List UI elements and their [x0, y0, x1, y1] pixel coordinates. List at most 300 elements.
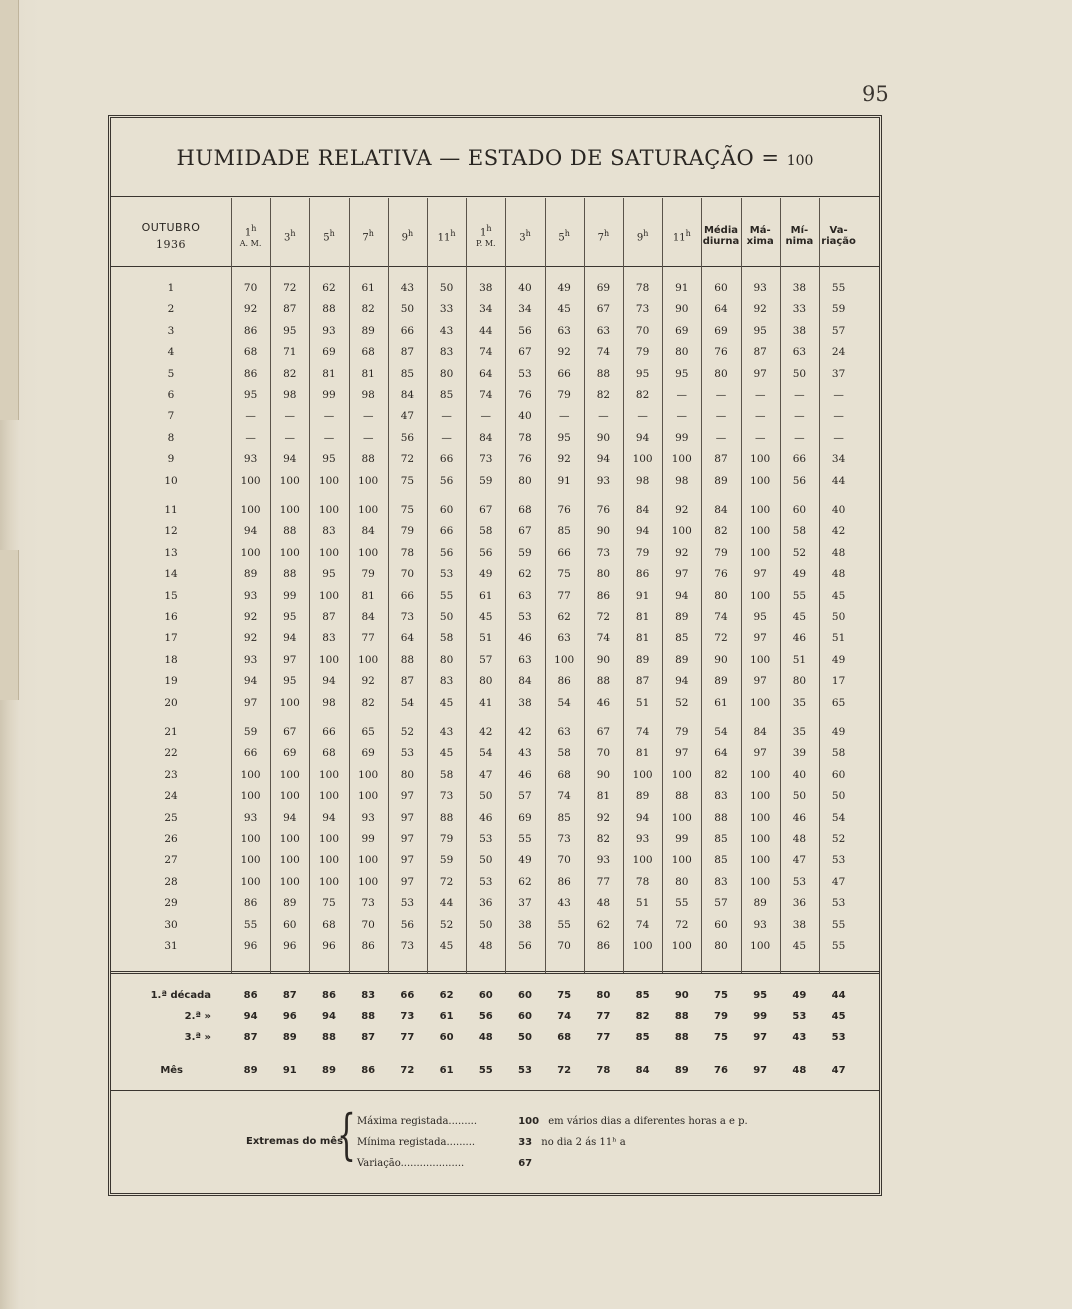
value-cell: 97 — [753, 675, 767, 688]
decade-value: 56 — [478, 1011, 493, 1022]
day-cell: 11 — [164, 504, 178, 516]
header-line: Va- — [829, 225, 848, 236]
day-cell: 26 — [164, 833, 178, 845]
value-cell: 95 — [243, 389, 258, 401]
hour-header-label — [402, 228, 414, 243]
value-cell: 100 — [318, 854, 339, 867]
column-divider — [780, 198, 781, 973]
value-cell: 79 — [439, 833, 454, 845]
column-divider — [427, 198, 428, 973]
decade-value: 88 — [322, 1032, 336, 1043]
value-cell: 65 — [831, 696, 846, 709]
value-cell: 100 — [318, 546, 339, 559]
value-cell: 58 — [831, 747, 846, 760]
value-cell: 92 — [753, 303, 767, 316]
value-cell: 94 — [635, 431, 650, 444]
value-cell: 51 — [831, 632, 846, 645]
column-divider — [231, 198, 232, 973]
value-cell: 68 — [361, 346, 375, 359]
column-divider — [270, 198, 271, 973]
value-cell: 100 — [632, 854, 653, 867]
value-cell: 100 — [318, 875, 339, 888]
value-cell: 66 — [322, 726, 336, 738]
value-cell: 93 — [361, 811, 375, 824]
value-cell: 47 — [792, 854, 807, 867]
value-cell: — — [362, 410, 374, 423]
value-cell: 46 — [792, 632, 807, 645]
header-line: xima — [746, 236, 774, 247]
month-summary-value: 89 — [243, 1065, 258, 1076]
value-cell: 90 — [596, 431, 611, 444]
value-cell: 73 — [635, 303, 650, 316]
value-cell: 43 — [557, 897, 571, 910]
value-cell: 38 — [479, 282, 493, 294]
column-divider — [505, 198, 506, 973]
maxima-header-label — [747, 225, 774, 247]
value-cell: 64 — [714, 747, 728, 760]
value-cell: 59 — [518, 546, 532, 559]
value-cell: 78 — [635, 282, 650, 294]
day-cell: 7 — [167, 410, 175, 423]
value-cell: 84 — [361, 525, 375, 538]
value-cell: 81 — [635, 632, 650, 645]
value-cell: 51 — [635, 897, 650, 910]
value-cell: 45 — [831, 589, 846, 602]
value-cell: 85 — [400, 367, 415, 380]
value-cell: 76 — [714, 346, 728, 359]
value-cell: 86 — [243, 897, 258, 910]
value-cell: 92 — [243, 611, 258, 623]
value-cell: 97 — [400, 833, 415, 845]
value-cell: 46 — [518, 768, 532, 781]
extreme-var-label: Variação.................... — [357, 1158, 465, 1169]
value-cell: — — [833, 410, 844, 423]
value-cell: 98 — [361, 389, 375, 401]
value-cell: 46 — [518, 632, 532, 645]
value-cell: 84 — [518, 675, 532, 688]
value-cell: 93 — [635, 833, 650, 845]
value-cell: — — [441, 410, 452, 423]
value-cell: 95 — [283, 324, 297, 337]
value-cell: 63 — [596, 324, 611, 337]
media-header — [701, 200, 740, 272]
value-cell: 38 — [792, 324, 807, 337]
value-cell: 64 — [479, 367, 493, 380]
value-cell: 49 — [831, 726, 846, 738]
hour-header-label — [323, 228, 335, 243]
value-cell: 50 — [400, 303, 415, 316]
value-cell: 100 — [279, 833, 300, 845]
value-cell: 55 — [831, 940, 846, 952]
value-cell: 79 — [635, 546, 650, 559]
value-cell: 34 — [479, 303, 493, 316]
value-cell: 49 — [518, 854, 532, 867]
value-cell: 39 — [792, 747, 807, 760]
value-cell: 43 — [439, 726, 454, 738]
column-divider — [545, 198, 546, 973]
title-text: HUMIDADE RELATIVA — ESTADO DE SATURAÇÃO — [176, 146, 755, 170]
value-cell: 89 — [753, 897, 767, 910]
value-cell: 99 — [361, 833, 375, 845]
value-cell: 100 — [750, 790, 771, 803]
value-cell: — — [794, 410, 805, 423]
hour-header — [427, 200, 466, 272]
value-cell: 80 — [714, 367, 728, 380]
decade-value: 87 — [282, 990, 297, 1001]
value-cell: 89 — [635, 653, 650, 666]
value-cell: 97 — [753, 632, 767, 645]
value-cell: 54 — [479, 747, 493, 760]
value-cell: 99 — [675, 431, 689, 444]
value-cell: 93 — [753, 282, 767, 294]
value-cell: 62 — [596, 918, 611, 931]
value-cell: 72 — [596, 611, 611, 623]
extreme-var-row — [357, 1156, 538, 1172]
value-cell: 94 — [283, 811, 297, 824]
value-cell: 53 — [439, 568, 454, 581]
hour-suffix: h — [486, 223, 492, 233]
value-cell: — — [715, 431, 727, 444]
value-cell: 74 — [596, 346, 611, 359]
value-cell: 83 — [714, 875, 728, 888]
decade-value: 44 — [831, 990, 846, 1001]
variacao-header-label — [821, 225, 856, 247]
hour-header-label — [240, 223, 262, 249]
day-cell: 18 — [164, 653, 178, 666]
value-cell: 63 — [557, 324, 571, 337]
summary-rule — [111, 971, 879, 974]
value-cell: 69 — [596, 282, 611, 294]
hour-number: 7 — [362, 232, 369, 244]
hour-suffix: h — [450, 229, 456, 239]
value-cell: 84 — [361, 611, 375, 623]
value-cell: 68 — [557, 768, 571, 781]
value-cell: 60 — [714, 918, 728, 931]
value-cell: 66 — [400, 589, 415, 602]
value-cell: 100 — [750, 854, 771, 867]
value-cell: — — [245, 431, 256, 444]
hour-period: A. M. — [239, 239, 262, 249]
value-cell: 88 — [361, 453, 375, 466]
value-cell: 40 — [831, 504, 846, 516]
value-cell: 81 — [361, 589, 375, 602]
value-cell: 66 — [439, 525, 454, 538]
value-cell: 80 — [792, 675, 807, 688]
value-cell: 63 — [518, 653, 532, 666]
decade-value: 68 — [557, 1032, 572, 1043]
value-cell: 87 — [400, 675, 415, 688]
decade-value: 82 — [635, 1011, 650, 1022]
footer-rule — [111, 1090, 879, 1091]
hour-header — [309, 200, 348, 272]
value-cell: 94 — [243, 525, 258, 538]
value-cell: 90 — [596, 653, 611, 666]
value-cell: 47 — [831, 875, 846, 888]
value-cell: 56 — [518, 940, 532, 952]
value-cell: 89 — [361, 324, 375, 337]
hour-number: 5 — [323, 232, 330, 244]
hour-number: 9 — [636, 232, 644, 244]
value-cell: 99 — [675, 833, 689, 845]
value-cell: — — [754, 389, 766, 401]
value-cell: 34 — [518, 303, 532, 316]
value-cell: 93 — [322, 324, 336, 337]
value-cell: 42 — [518, 726, 532, 738]
value-cell: 89 — [714, 474, 728, 487]
value-cell: 50 — [792, 367, 807, 380]
value-cell: 100 — [358, 653, 379, 666]
value-cell: 95 — [283, 611, 297, 623]
value-cell: 85 — [557, 525, 571, 538]
value-cell: 98 — [283, 389, 297, 401]
value-cell: 94 — [243, 675, 258, 688]
decade-value: 90 — [674, 990, 689, 1001]
hour-header — [231, 200, 270, 272]
decade-value: 49 — [792, 990, 807, 1001]
value-cell: 100 — [671, 525, 692, 538]
page-number: 95 — [862, 82, 889, 106]
value-cell: — — [715, 410, 727, 423]
value-cell: 55 — [831, 918, 846, 931]
value-cell: 60 — [283, 918, 297, 931]
value-cell: 70 — [635, 324, 650, 337]
value-cell: 92 — [596, 811, 611, 824]
hour-header — [623, 200, 662, 272]
value-cell: 93 — [243, 811, 258, 824]
value-cell: 90 — [596, 768, 611, 781]
value-cell: 72 — [675, 918, 689, 931]
decade-value: 96 — [282, 1011, 297, 1022]
decade-value: 95 — [753, 990, 768, 1001]
extreme-min-label: Mínima registada......... — [357, 1137, 476, 1148]
value-cell: 77 — [596, 875, 611, 888]
decade-value: 85 — [635, 1032, 650, 1043]
value-cell: 40 — [518, 410, 532, 423]
value-cell: 70 — [557, 940, 571, 952]
decade-value: 53 — [831, 1032, 846, 1043]
hour-header-label — [637, 228, 649, 243]
value-cell: 80 — [675, 346, 689, 359]
value-cell: 86 — [596, 589, 611, 602]
value-cell: 85 — [714, 854, 728, 867]
day-cell: 3 — [167, 324, 175, 337]
value-cell: 82 — [635, 389, 650, 401]
table-frame — [108, 115, 882, 1196]
value-cell: 82 — [596, 833, 611, 845]
value-cell: 78 — [518, 431, 532, 444]
value-cell: 95 — [322, 568, 336, 581]
day-cell: 30 — [164, 918, 178, 931]
decade-value: 53 — [792, 1011, 807, 1022]
value-cell: 97 — [675, 747, 689, 760]
value-cell: 62 — [518, 875, 532, 888]
month-summary-value: 86 — [361, 1065, 376, 1076]
value-cell: 76 — [596, 504, 611, 516]
value-cell: — — [754, 410, 766, 423]
value-cell: 88 — [714, 811, 728, 824]
value-cell: 93 — [243, 453, 258, 466]
page-edge-tab — [0, 550, 19, 700]
hour-number: 3 — [284, 232, 291, 244]
column-divider — [819, 198, 820, 973]
value-cell: 80 — [596, 568, 611, 581]
value-cell: 62 — [322, 282, 336, 294]
value-cell: 100 — [279, 790, 300, 803]
decade-value: 94 — [322, 1011, 336, 1022]
column-divider — [388, 198, 389, 973]
value-cell: 93 — [243, 589, 258, 602]
value-cell: 100 — [279, 474, 300, 487]
value-cell: 99 — [322, 389, 336, 401]
value-cell: 55 — [792, 589, 807, 602]
extreme-max-label: Máxima registada......... — [357, 1116, 478, 1127]
value-cell: 55 — [675, 897, 689, 910]
value-cell: 36 — [479, 897, 493, 910]
decade-value: 94 — [243, 1011, 258, 1022]
decade-value: 86 — [322, 990, 336, 1001]
value-cell: 35 — [792, 726, 807, 738]
value-cell: 100 — [750, 453, 771, 466]
value-cell: 97 — [400, 811, 415, 824]
value-cell: 83 — [322, 632, 336, 645]
decade-value: 80 — [596, 990, 611, 1001]
value-cell: — — [676, 389, 688, 401]
value-cell: 75 — [322, 897, 336, 910]
value-cell: 86 — [243, 324, 258, 337]
value-cell: 100 — [318, 504, 339, 516]
value-cell: 52 — [439, 918, 454, 931]
value-cell: 69 — [675, 324, 689, 337]
header-line: nima — [785, 236, 814, 247]
value-cell: 87 — [714, 453, 728, 466]
value-cell: 54 — [400, 696, 415, 709]
value-cell: 100 — [358, 875, 379, 888]
value-cell: 88 — [675, 790, 689, 803]
value-cell: 45 — [557, 303, 571, 316]
value-cell: 94 — [675, 589, 689, 602]
value-cell: 89 — [675, 611, 689, 623]
value-cell: 91 — [635, 589, 650, 602]
value-cell: 89 — [635, 790, 650, 803]
value-cell: 97 — [283, 653, 297, 666]
value-cell: 67 — [479, 504, 493, 516]
value-cell: 74 — [714, 611, 728, 623]
value-cell: — — [323, 431, 335, 444]
hour-number: 3 — [519, 232, 526, 244]
value-cell: 58 — [439, 768, 454, 781]
value-cell: 62 — [557, 611, 571, 623]
value-cell: 82 — [714, 525, 728, 538]
value-cell: 56 — [479, 546, 493, 559]
value-cell: 40 — [518, 282, 532, 294]
decade-value: 89 — [282, 1032, 297, 1043]
month-label: OUTUBRO — [141, 221, 201, 234]
value-cell: 45 — [792, 940, 807, 952]
value-cell: 58 — [439, 632, 454, 645]
value-cell: 66 — [439, 453, 454, 466]
value-cell: 100 — [279, 504, 300, 516]
value-cell: 43 — [439, 324, 454, 337]
value-cell: 84 — [635, 504, 650, 516]
value-cell: 87 — [400, 346, 415, 359]
value-cell: 91 — [675, 282, 689, 294]
value-cell: — — [715, 389, 727, 401]
day-cell: 19 — [164, 675, 178, 688]
value-cell: 54 — [714, 726, 728, 738]
value-cell: 48 — [792, 833, 807, 845]
value-cell: 86 — [557, 875, 571, 888]
value-cell: 80 — [400, 768, 415, 781]
day-cell: 29 — [164, 897, 178, 910]
month-summary-value: 55 — [478, 1065, 493, 1076]
extreme-max-row — [357, 1114, 748, 1130]
page-edge — [0, 0, 40, 1309]
decade-value: 83 — [361, 990, 376, 1001]
value-cell: 50 — [439, 611, 454, 623]
value-cell: 77 — [557, 589, 571, 602]
hour-number: 5 — [558, 232, 565, 244]
value-cell: 75 — [400, 474, 415, 487]
value-cell: 82 — [714, 768, 728, 781]
minima-header — [780, 200, 819, 272]
value-cell: 38 — [518, 696, 532, 709]
decade-value: 86 — [243, 990, 258, 1001]
decade-value: 74 — [557, 1011, 572, 1022]
value-cell: 56 — [439, 546, 454, 559]
value-cell: 81 — [635, 611, 650, 623]
value-cell: 92 — [361, 675, 375, 688]
hour-suffix: h — [643, 229, 649, 239]
value-cell: 74 — [635, 918, 650, 931]
value-cell: 52 — [831, 833, 846, 845]
value-cell: 85 — [714, 833, 728, 845]
value-cell: 100 — [358, 504, 379, 516]
value-cell: 98 — [322, 696, 336, 709]
value-cell: 92 — [675, 546, 689, 559]
header-line: Média — [703, 225, 739, 236]
month-summary-value: 47 — [831, 1065, 846, 1076]
value-cell: 80 — [439, 367, 454, 380]
day-cell: 8 — [167, 431, 175, 444]
value-cell: 67 — [518, 346, 532, 359]
value-cell: 72 — [400, 453, 415, 466]
hour-number: 11 — [672, 232, 686, 244]
value-cell: 50 — [479, 918, 493, 931]
hour-header-label — [438, 228, 456, 243]
column-divider — [584, 198, 585, 973]
value-cell: 79 — [557, 389, 571, 401]
value-cell: — — [284, 431, 296, 444]
value-cell: 73 — [557, 833, 571, 845]
value-cell: 53 — [479, 875, 493, 888]
value-cell: 100 — [318, 653, 339, 666]
value-cell: 70 — [400, 568, 415, 581]
value-cell: 88 — [400, 653, 415, 666]
value-cell: 56 — [518, 324, 532, 337]
value-cell: 75 — [400, 504, 415, 516]
value-cell: 81 — [361, 367, 375, 380]
value-cell: 50 — [479, 790, 493, 803]
decade-value: 60 — [439, 1032, 454, 1043]
decade-value: 43 — [792, 1032, 807, 1043]
year-label: 1936 — [155, 238, 186, 251]
value-cell: 97 — [675, 568, 689, 581]
value-cell: 85 — [557, 811, 571, 824]
value-cell: 54 — [831, 811, 846, 824]
value-cell: 95 — [753, 611, 767, 623]
decade-value: 66 — [400, 990, 415, 1001]
value-cell: 100 — [750, 504, 771, 516]
